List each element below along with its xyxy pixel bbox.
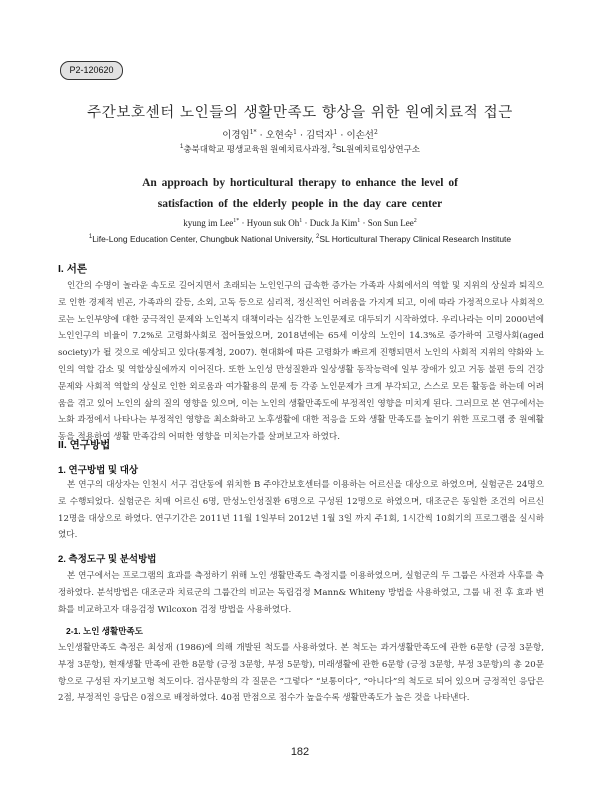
section-heading-methods: II. 연구방법 [58, 439, 111, 451]
introduction-paragraph: 인간의 수명이 놀라운 속도로 길어지면서 초래되는 노인인구의 급속한 증가는 가족과 사회에서의 역할 및 지위의 상실과 퇴직으로 인한 경제적 빈곤, 가족과의 갈등, 소외, 고독 등으로 심리적, 정신적인 어려움을 가지게 되고, 이에 따라 가정적으로나 사회적으로는 노인부양에 대한 궁극적인 문제와 노인복지 대책이라는 심각한 노인문제로 대두되기 시작하였다. 우리나라는 이미 2000년에 노인인구의 비율이 7.2%로 고령화사회로 접어들었으며, 2018년에는 65세 이상의 노인이 14.3%로 증가하여 고령사회(aged society)가 될 것으로 예상되고 있다(통계청, 2007). 현대화에 따른 고령화가 빠르게 진행되면서 노인의 사회적 지위의 약화와 노인의 역할 감소 및 역할상실에까지 이어진다. 또한 노인성 만성질환과 일상생활 동작능력에 일부 장애가 있고 거동 불편 등의 건강문제와 사회적 역할의 상실로 인한 외로움과 여가활용의 문제 등 각종 노인문제가 크게 부각되고, 스스로 모든 활동을 하는데 어려움을 겪고 있어 노인의 삶의 질의 영향을 있으며, 이는 노인의 생활만족도에 부정적인 영향을 미치게 된다. 그러므로 본 연구에서는 노화 과정에서 나타나는 부정적인 영향을 최소화하고 노후생활에 대한 적응을 도와 생활 만족도를 높이기 위한 프로그램 중 원예활동을 적용하여 생활 만족감의 어떠한 영향을 미치는가를 살펴보고자 하였다. [58, 281, 544, 443]
ko-affil-mark: 2 [332, 144, 336, 151]
ko-author-affil-mark: 2 [373, 128, 378, 136]
en-affil-text: SL Horticultural Therapy Clinical Research Institute [319, 234, 512, 244]
subsection-heading-measurement: 2. 측정도구 및 분석방법 [58, 554, 157, 565]
measurement-paragraph: 본 연구에서는 프로그램의 효과를 측정하기 위해 노인 생활만족도 측정지를 이용하였으며, 실험군의 두 그룹은 사전과 사후를 측정하였다. 분석방법은 대조군과 치료군의 그룹간의 비교는 독립검정 Mann& Whiteny 방법을 사용하였고, 그룹 내 전 후 효과 변화를 비교하고자 대응검정 Wilcoxon 검정 방법을 사용하였다. [58, 571, 544, 615]
author-separator: · [239, 218, 247, 228]
en-author-affil-mark: 2 [413, 218, 417, 224]
title-english [60, 173, 540, 215]
en-author-name: Duck Ja Kim [309, 218, 358, 228]
en-author-name: kyung im Lee [183, 218, 234, 228]
section-heading-introduction: I. 서론 [58, 263, 88, 275]
ko-author-name: 이손선 [346, 130, 374, 141]
paper-id-badge: P2-120620 [60, 61, 123, 80]
author-separator: · [337, 130, 347, 141]
ko-affil-text: SL원예치료임상연구소 [335, 144, 421, 154]
en-author-affil-mark: 1 [299, 218, 303, 224]
ko-author-affil-mark: 1* [249, 128, 257, 136]
author-separator: · [296, 130, 307, 141]
en-author-name: Son Sun Lee [367, 218, 414, 228]
authors-english [0, 218, 600, 228]
affiliation-korean [0, 143, 600, 155]
en-author-affil-mark: 1* [233, 218, 240, 224]
subsection-heading-life-satisfaction: 2-1. 노인 생활만족도 [66, 626, 143, 636]
en-affil-text: Life-Long Education Center, Chungbuk National University, [92, 234, 316, 244]
affiliation-english [0, 234, 600, 244]
author-separator: · [360, 218, 368, 228]
ko-author-name: 이경임 [222, 130, 250, 141]
author-separator: · [302, 218, 310, 228]
ko-affil-mark: 1 [179, 144, 184, 151]
subsection-heading-method-subjects: 1. 연구방법 및 대상 [58, 465, 139, 476]
ko-author-name: 오현숙 [265, 130, 294, 141]
ko-author-name: 김덕자 [306, 130, 334, 141]
ko-author-affil-mark: 1 [333, 128, 338, 136]
title-korean: 주간보호센터 노인들의 생활만족도 향상을 위한 원예치료적 접근 [87, 105, 513, 121]
ko-affil-text: 충북대학교 평생교육원 원예치료사과정, [183, 144, 333, 154]
authors-korean [0, 127, 600, 141]
en-affil-mark: 1 [88, 234, 93, 241]
page-number: 182 [290, 746, 310, 758]
method-subjects-paragraph: 본 연구의 대상자는 인천시 서구 검단동에 위치한 B 주야간보호센터를 이용하는 어르신을 대상으로 하였으며, 실험군은 24명으로 수행되었다. 실험군은 치매 어르신 6명, 만성노인성질환 6명으로 구성된 12명으로 하였으며, 대조군은 동일한 조건의 어르신 12명을 대상으로 하였다. 연구기간은 2011년 11월 1일부터 2012년 1월 3일 까지 주1회, 1시간씩 10회기의 프로그램을 실시하였다. [58, 480, 544, 541]
author-separator: · [256, 130, 266, 141]
title-english-line2: satisfaction of the elderly people in the day care center [157, 198, 443, 210]
en-affil-mark: 2 [316, 234, 320, 241]
title-english-line1: An approach by horticultural therapy to enhance the level of [142, 177, 458, 189]
en-author-affil-mark: 1 [357, 218, 361, 224]
life-satisfaction-paragraph: 노인생활만족도 측정은 최성재 (1986)에 의해 개발된 척도를 사용하였다. 본 척도는 과거생활만족도에 관한 6문항 (긍정 3문항, 부정 3문항), 현재생활 만족에 관한 8문항 (긍정 3문항, 부정 5문항), 미래생활에 관한 6문항 (긍정 3문항, 부정 3문항)의 총 20문항으로 구성된 자기보고형 척도이다. 검사문항의 각 질문은 “그렇다” “보통이다”, “아니다”의 척도로 되어 있으며 긍정적인 응답은 2점, 부정적인 응답은 0점으로 배정하였다. 40점 만점으로 점수가 높을수록 생활만족도가 높은 것을 나타낸다. [58, 643, 544, 704]
ko-author-affil-mark: 1 [293, 128, 297, 136]
en-author-name: Hyoun suk Oh [246, 218, 300, 228]
